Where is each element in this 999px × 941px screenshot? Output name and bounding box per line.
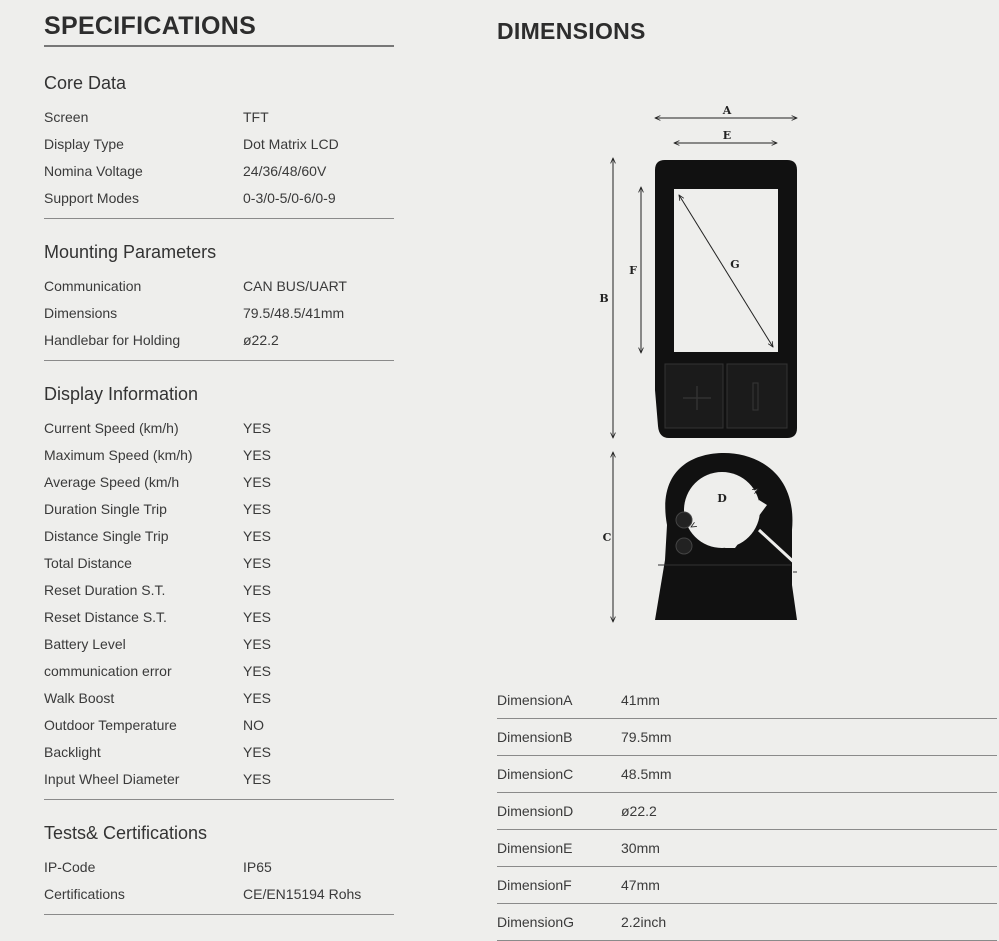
spec-row: [44, 577, 394, 604]
spec-value: YES: [243, 636, 272, 652]
section-title: Mounting Parameters: [44, 242, 217, 262]
spec-row: [44, 854, 394, 881]
label-e: E: [722, 129, 732, 142]
spec-value: YES: [243, 528, 272, 544]
spec-row: [44, 415, 394, 442]
spec-section: [44, 822, 394, 915]
dimension-value: ø22.2: [621, 803, 657, 819]
spec-label: Total Distance: [44, 555, 132, 571]
spec-value: YES: [243, 420, 272, 436]
spec-value: YES: [243, 609, 272, 625]
dimension-label: DimensionF: [497, 877, 572, 893]
dimension-row: [497, 756, 997, 793]
spec-value: YES: [243, 474, 272, 490]
spec-row: [44, 658, 394, 685]
display-unit-drawing: [655, 160, 797, 438]
spec-row: [44, 469, 394, 496]
spec-section: [44, 383, 394, 800]
spec-row: [44, 273, 394, 300]
spec-label: Certifications: [44, 886, 125, 902]
dimension-label: DimensionD: [497, 803, 574, 819]
label-d: D: [717, 492, 727, 505]
spec-label: Handlebar for Holding: [44, 332, 181, 348]
dimension-value: 41mm: [621, 692, 660, 708]
spec-value: YES: [243, 744, 272, 760]
specifications-title: SPECIFICATIONS: [44, 12, 257, 40]
spec-value: 24/36/48/60V: [243, 163, 327, 179]
spec-section: [44, 241, 394, 361]
section-title: Core Data: [44, 73, 127, 93]
spec-row: [44, 631, 394, 658]
dimensions-table: [497, 682, 997, 941]
dimensions-column: [497, 0, 997, 938]
spec-value: TFT: [243, 109, 269, 125]
spec-label: Communication: [44, 278, 142, 294]
spec-row: [44, 523, 394, 550]
spec-value: YES: [243, 771, 272, 787]
spec-value: YES: [243, 447, 272, 463]
spec-value: 0-3/0-5/0-6/0-9: [243, 190, 336, 206]
spec-row: [44, 104, 394, 131]
spec-row: [44, 766, 394, 793]
spec-label: Backlight: [44, 744, 101, 760]
dimension-row: [497, 682, 997, 719]
dimension-label: DimensionB: [497, 729, 573, 745]
spec-label: Dimensions: [44, 305, 118, 321]
spec-value: YES: [243, 690, 272, 706]
spec-label: Reset Duration S.T.: [44, 582, 166, 598]
spec-row: [44, 131, 394, 158]
section-title: Tests& Certifications: [44, 823, 208, 843]
spec-label: Outdoor Temperature: [44, 717, 177, 733]
spec-label: Input Wheel Diameter: [44, 771, 180, 787]
label-f: F: [629, 264, 637, 277]
dimension-value: 48.5mm: [621, 766, 672, 782]
spec-value: YES: [243, 555, 272, 571]
spec-value: CAN BUS/UART: [243, 278, 347, 294]
spec-value: 79.5/48.5/41mm: [243, 305, 345, 321]
dimensions-title: DIMENSIONS: [497, 18, 646, 44]
dimension-value: 30mm: [621, 840, 660, 856]
spec-sections: [44, 72, 394, 937]
handlebar-clamp-drawing: [655, 453, 797, 620]
spec-label: Reset Distance S.T.: [44, 609, 167, 625]
spec-value: Dot Matrix LCD: [243, 136, 339, 152]
spec-label: Display Type: [44, 136, 124, 152]
spec-row: [44, 300, 394, 327]
dimension-row: [497, 793, 997, 830]
dimension-row: [497, 719, 997, 756]
spec-value: NO: [243, 717, 264, 733]
spec-row: [44, 604, 394, 631]
spec-value: CE/EN15194 Rohs: [243, 886, 362, 902]
section-title: Display Information: [44, 384, 199, 404]
label-g: G: [730, 258, 740, 271]
spec-row: [44, 712, 394, 739]
dimension-row: [497, 867, 997, 904]
dimension-label: DimensionA: [497, 692, 573, 708]
spec-row: [44, 185, 394, 212]
title-divider: [44, 45, 394, 47]
dimension-label: DimensionC: [497, 766, 574, 782]
spec-label: Current Speed (km/h): [44, 420, 179, 436]
spec-row: [44, 496, 394, 523]
spec-value: IP65: [243, 859, 272, 875]
spec-label: IP-Code: [44, 859, 96, 875]
spec-row: [44, 739, 394, 766]
spec-row: [44, 550, 394, 577]
spec-label: Walk Boost: [44, 690, 115, 706]
spec-label: Maximum Speed (km/h): [44, 447, 193, 463]
label-a: A: [722, 104, 732, 117]
spec-label: Duration Single Trip: [44, 501, 167, 517]
spec-label: Nomina Voltage: [44, 163, 143, 179]
spec-label: Distance Single Trip: [44, 528, 169, 544]
spec-label: Average Speed (km/h: [44, 474, 180, 490]
spec-value: ø22.2: [243, 332, 279, 348]
spec-row: [44, 881, 394, 908]
device-dimension-diagram: [497, 0, 997, 680]
spec-value: YES: [243, 582, 272, 598]
spec-row: [44, 327, 394, 354]
spec-row: [44, 685, 394, 712]
dimension-row: [497, 904, 997, 941]
spec-value: YES: [243, 501, 272, 517]
spec-row: [44, 442, 394, 469]
spec-label: Screen: [44, 109, 89, 125]
dimension-label: DimensionG: [497, 914, 575, 930]
spec-row: [44, 158, 394, 185]
spec-label: communication error: [44, 663, 172, 679]
spec-label: Support Modes: [44, 190, 139, 206]
label-b: B: [599, 292, 609, 305]
spec-value: YES: [243, 663, 272, 679]
spec-section: [44, 72, 394, 219]
spec-label: Battery Level: [44, 636, 126, 652]
dimension-value: 2.2inch: [621, 914, 667, 930]
dimension-label: DimensionE: [497, 840, 573, 856]
dimension-row: [497, 830, 997, 867]
dimension-value: 79.5mm: [621, 729, 672, 745]
label-c: C: [602, 531, 612, 544]
dimension-value: 47mm: [621, 877, 660, 893]
